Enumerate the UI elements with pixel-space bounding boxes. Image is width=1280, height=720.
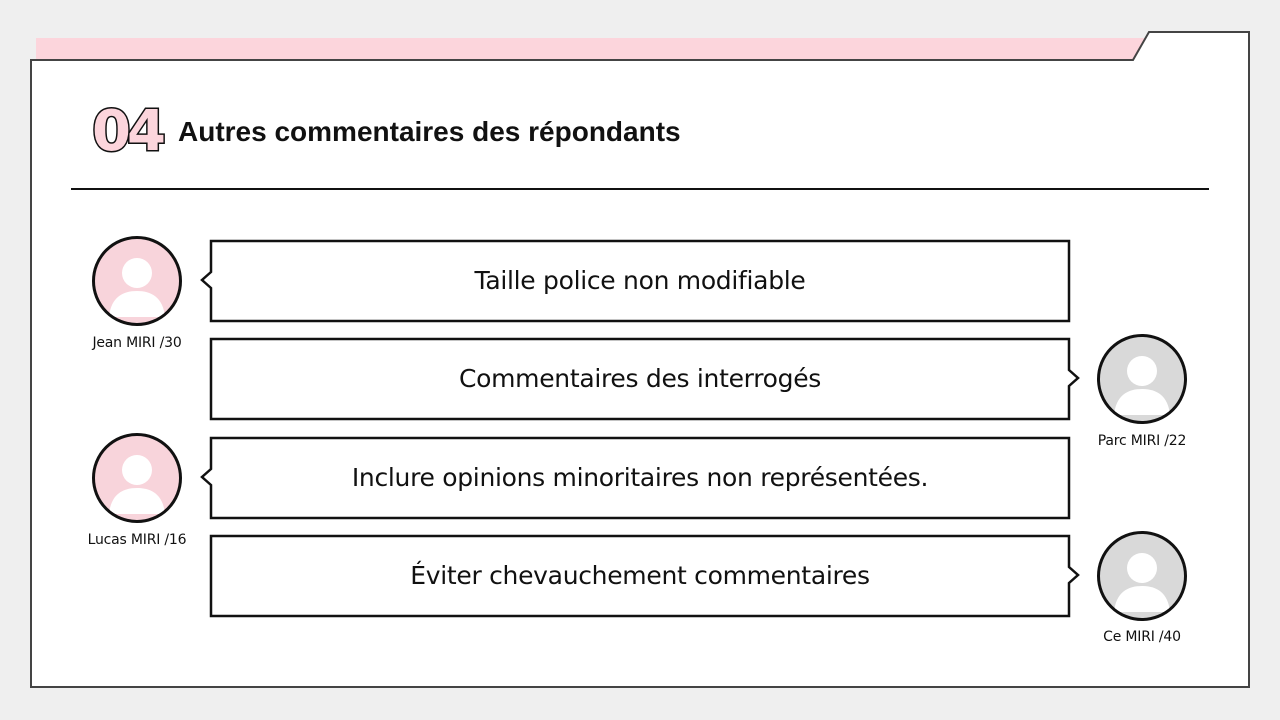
comment-text: Taille police non modifiable <box>474 265 806 295</box>
avatar-parc <box>1097 334 1187 424</box>
comment-bubble <box>210 338 1070 418</box>
person-icon <box>95 436 179 520</box>
person-icon <box>1100 534 1184 618</box>
comment-text: Commentaires des interrogés <box>458 363 822 393</box>
author-name: Ce MIRI /40 <box>1103 629 1181 645</box>
comment-text: Inclure opinions minoritaires non représentées. <box>351 462 929 492</box>
avatar-jean <box>92 236 182 326</box>
author-name: Lucas MIRI /16 <box>87 532 187 548</box>
comment-text: Éviter chevauchement commentaires <box>410 560 870 590</box>
comment-bubble <box>210 437 1070 517</box>
comment-bubble <box>210 240 1070 320</box>
person-icon <box>1100 337 1184 421</box>
comment-bubble <box>210 535 1070 615</box>
page-title: Autres commentaires des répondants <box>178 116 681 147</box>
avatar-ce <box>1097 531 1187 621</box>
author-name: Jean MIRI /30 <box>92 335 182 351</box>
person-icon <box>95 239 179 323</box>
section-number: 04 <box>92 99 162 164</box>
avatar-lucas <box>92 433 182 523</box>
author-name: Parc MIRI /22 <box>1097 433 1187 449</box>
title-divider <box>71 188 1209 190</box>
